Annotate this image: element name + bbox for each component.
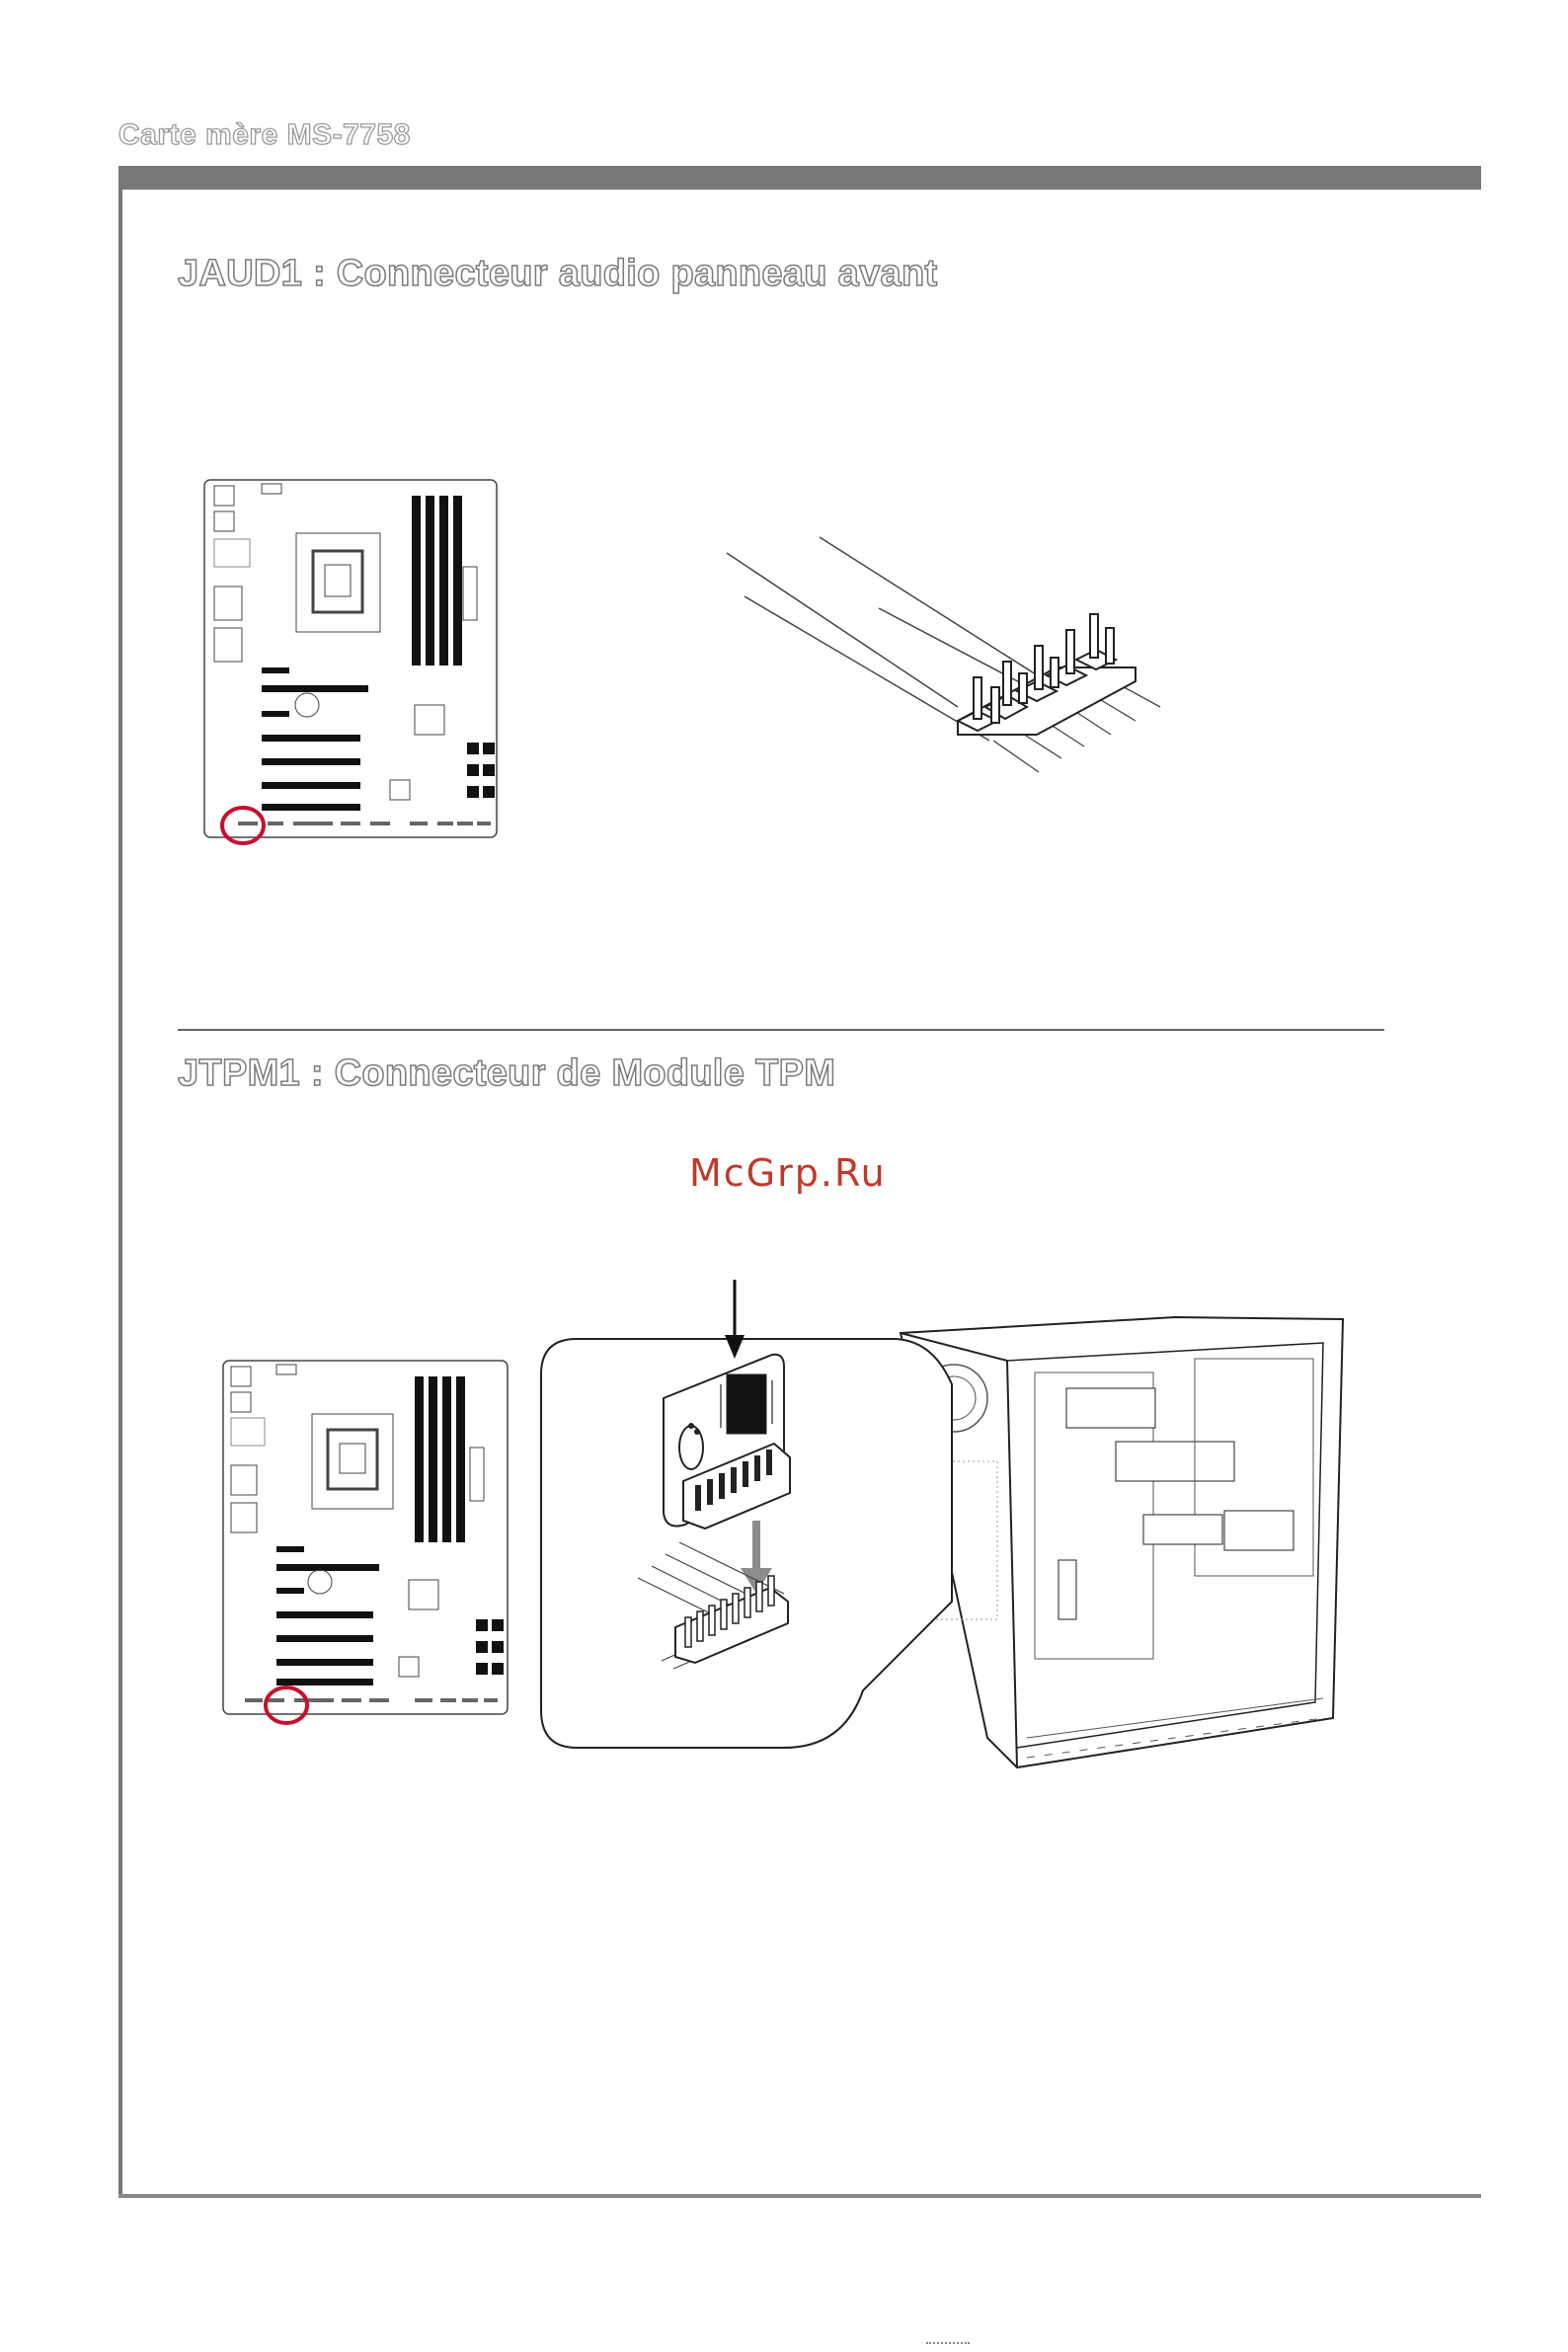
section-title-jtpm1: JTPM1 : Connecteur de Module TPM [178,1053,836,1094]
bottom-rule [118,2194,1481,2198]
audio-header-pins [721,533,1175,780]
motherboard-diagram-jtpm1 [221,1359,510,1722]
section-title-jaud1: JAUD1 : Connecteur audio panneau avant [178,253,938,294]
down-arrow-icon [723,1280,746,1361]
motherboard-diagram-jaud1 [202,478,499,845]
header-bar [118,166,1481,190]
watermark: McGrp.Ru [689,1151,887,1195]
tpm-zoom-callout [537,1335,962,1750]
page-bottom-marks [926,2342,970,2346]
section-divider [178,1029,1384,1031]
highlight-circle-jtpm1 [263,1685,310,1726]
highlight-circle-jaud1 [219,805,267,846]
left-rule [118,166,122,2198]
page-header: Carte mère MS-7758 [118,118,411,151]
